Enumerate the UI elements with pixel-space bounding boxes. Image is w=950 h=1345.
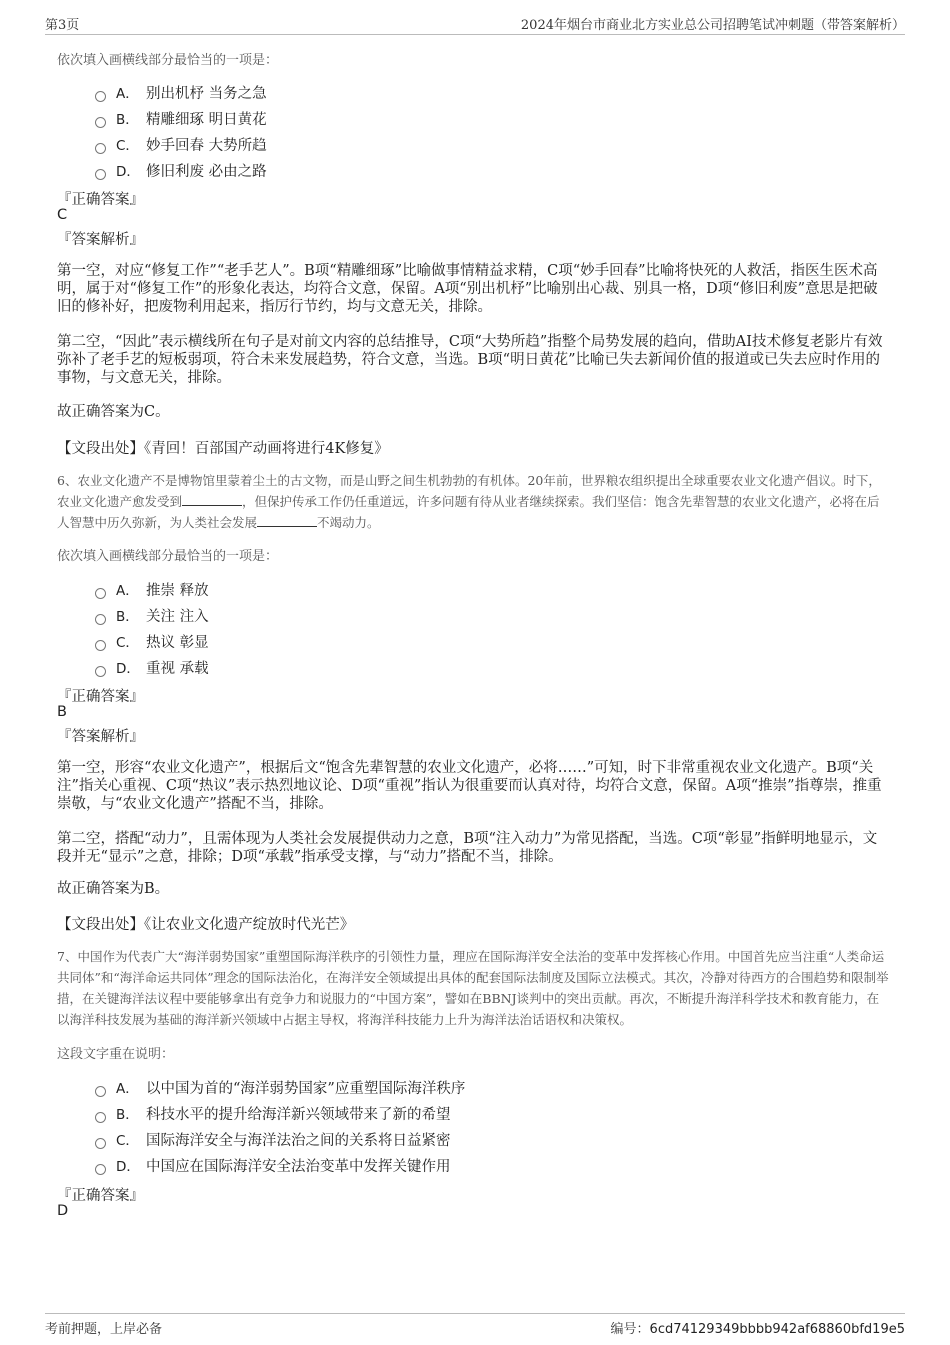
- radio-icon[interactable]: [95, 117, 106, 128]
- q6-option-c[interactable]: C． 热议 彰显: [95, 631, 209, 653]
- q6-question-text: 6、农业文化遗产不是博物馆里蒙着尘土的古文物，而是山野之间生机勃勃的有机体。20年前，世界粮农组织提出全球重要农业文化遗产倡议。时下，农业文化遗产愈发受到 ，但保护传承工作仍任重道远，许多问题有待从业者继续探索。我们坚信：饱含先辈智慧的农业文化遗产，必将在后人智慧中历久弥新，为人类社会发展 不竭动力。: [57, 473, 881, 530]
- q5-option-a[interactable]: A． 别出机杼 当务之急: [95, 82, 267, 104]
- q5-analysis-label: 『答案解析』: [57, 232, 144, 248]
- q6-analysis-para-2: 第二空，搭配“动力”，且需体现为人类社会发展提供动力之意，B项“注入动力”为常见搭配，当选。C项“彰显”指鲜明地显示，文段并无“显示”之意，排除；D项“承载”指承受支撑，与“动力”搭配不当，排除。: [57, 831, 878, 865]
- radio-icon[interactable]: [95, 640, 106, 651]
- q6-answer-label: 『正确答案』: [57, 689, 144, 705]
- document-title: 2024年烟台市商业北方实业总公司招聘笔试冲刺题（带答案解析）: [520, 18, 905, 33]
- q7-option-a[interactable]: A． 以中国为首的“海洋弱势国家”应重塑国际海洋秩序: [95, 1077, 465, 1099]
- q6-option-a[interactable]: A． 推崇 释放: [95, 579, 209, 601]
- q5-analysis-conclusion: 故正确答案为C。: [57, 404, 170, 420]
- q5-option-b[interactable]: B． 精雕细琢 明日黄花: [95, 108, 267, 130]
- q7-answer: D: [57, 1203, 69, 1219]
- q5-source: 【文段出处】《青回！百部国产动画将进行4K修复》: [57, 441, 389, 457]
- blank-line: [257, 514, 317, 527]
- radio-icon[interactable]: [95, 1138, 106, 1149]
- radio-icon[interactable]: [95, 614, 106, 625]
- q6-analysis-label: 『答案解析』: [57, 729, 144, 745]
- radio-icon[interactable]: [95, 169, 106, 180]
- footer-slogan: 考前押题，上岸必备: [45, 1322, 163, 1337]
- footer-code: 编号：6cd74129349bbbb942af68860bfd19e5: [610, 1322, 905, 1337]
- q5-option-c[interactable]: C． 妙手回春 大势所趋: [95, 134, 267, 156]
- radio-icon[interactable]: [95, 666, 106, 677]
- q6-option-d[interactable]: D． 重视 承载: [95, 657, 209, 679]
- q7-option-b[interactable]: B． 科技水平的提升给海洋新兴领域带来了新的希望: [95, 1103, 451, 1125]
- page-header: [45, 12, 905, 35]
- q7-option-c[interactable]: C． 国际海洋安全与海洋法治之间的关系将日益紧密: [95, 1129, 451, 1151]
- q5-analysis-para-1: 第一空，对应“修复工作”“老手艺人”。B项“精雕细琢”比喻做事情精益求精，C项“妙手回春”比喻将快死的人救活，指医生医术高明，属于对“修复工作”的形象化表达，均符合文意，保留。A项“别出机杼”比喻别出心裁、别具一格，D项“修旧利废”意思是把破旧的修补好，把废物利用起来，指厉行节约，均与文意无关，排除。: [57, 263, 878, 315]
- q7-option-d[interactable]: D． 中国应在国际海洋安全法治变革中发挥关键作用: [95, 1155, 451, 1177]
- q5-answer-label: 『正确答案』: [57, 192, 144, 208]
- q7-prompt: 这段文字重在说明：: [57, 1047, 175, 1062]
- q6-analysis-para-1: 第一空，形容“农业文化遗产”，根据后文“饱含先辈智慧的农业文化遗产，必将……”可知，时下非常重视农业文化遗产。B项“关注”指关心重视、C项“热议”表示热烈地议论、D项“重视”指认为很重要而认真对待，均符合文意，保留。A项“推崇”指尊崇，推重崇敬，与“农业文化遗产”搭配不当，排除。: [57, 760, 882, 812]
- q7-answer-label: 『正确答案』: [57, 1188, 144, 1204]
- radio-icon[interactable]: [95, 588, 106, 599]
- radio-icon[interactable]: [95, 143, 106, 154]
- page-number: 第3页: [45, 18, 80, 33]
- q7-question-text: 7、中国作为代表广大“海洋弱势国家”重塑国际海洋秩序的引领性力量，理应在国际海洋安全法治的变革中发挥核心作用。中国首先应当注重“人类命运共同体”和“海洋命运共同体”理念的国际法治化，在海洋安全领域提出具体的配套国际法制度及国际立法模式。其次，冷静对待西方的合围趋势和限制举措，在关键海洋法议程中要能够拿出有竞争力和说服力的“中国方案”，譬如在BBNJ谈判中的突出贡献。再次，不断提升海洋科学技术和教育能力，在以海洋科技发展为基础的海洋新兴领域中占据主导权，将海洋科技能力上升为海洋法治话语权和决策权。: [57, 949, 889, 1027]
- blank-line: [182, 493, 242, 506]
- radio-icon[interactable]: [95, 91, 106, 102]
- q6-analysis-conclusion: 故正确答案为B。: [57, 881, 170, 897]
- radio-icon[interactable]: [95, 1086, 106, 1097]
- q5-option-d[interactable]: D． 修旧利废 必由之路: [95, 160, 267, 182]
- q5-answer: C: [57, 207, 68, 223]
- q5-analysis-para-2: 第二空，“因此”表示横线所在句子是对前文内容的总结推导，C项“大势所趋”指整个局势发展的趋向，借助AI技术修复老影片有效弥补了老手艺的短板弱项，符合未来发展趋势，符合文意，当选。B项“明日黄花”比喻已失去新闻价值的报道或已失去应时作用的事物，与文意无关，排除。: [57, 334, 883, 386]
- q5-prompt: 依次填入画横线部分最恰当的一项是：: [57, 53, 279, 68]
- page-footer: [45, 1313, 905, 1336]
- radio-icon[interactable]: [95, 1164, 106, 1175]
- q6-option-b[interactable]: B． 关注 注入: [95, 605, 209, 627]
- q6-answer: B: [57, 704, 67, 720]
- q6-prompt: 依次填入画横线部分最恰当的一项是：: [57, 549, 279, 564]
- q6-source: 【文段出处】《让农业文化遗产绽放时代光芒》: [57, 917, 355, 933]
- radio-icon[interactable]: [95, 1112, 106, 1123]
